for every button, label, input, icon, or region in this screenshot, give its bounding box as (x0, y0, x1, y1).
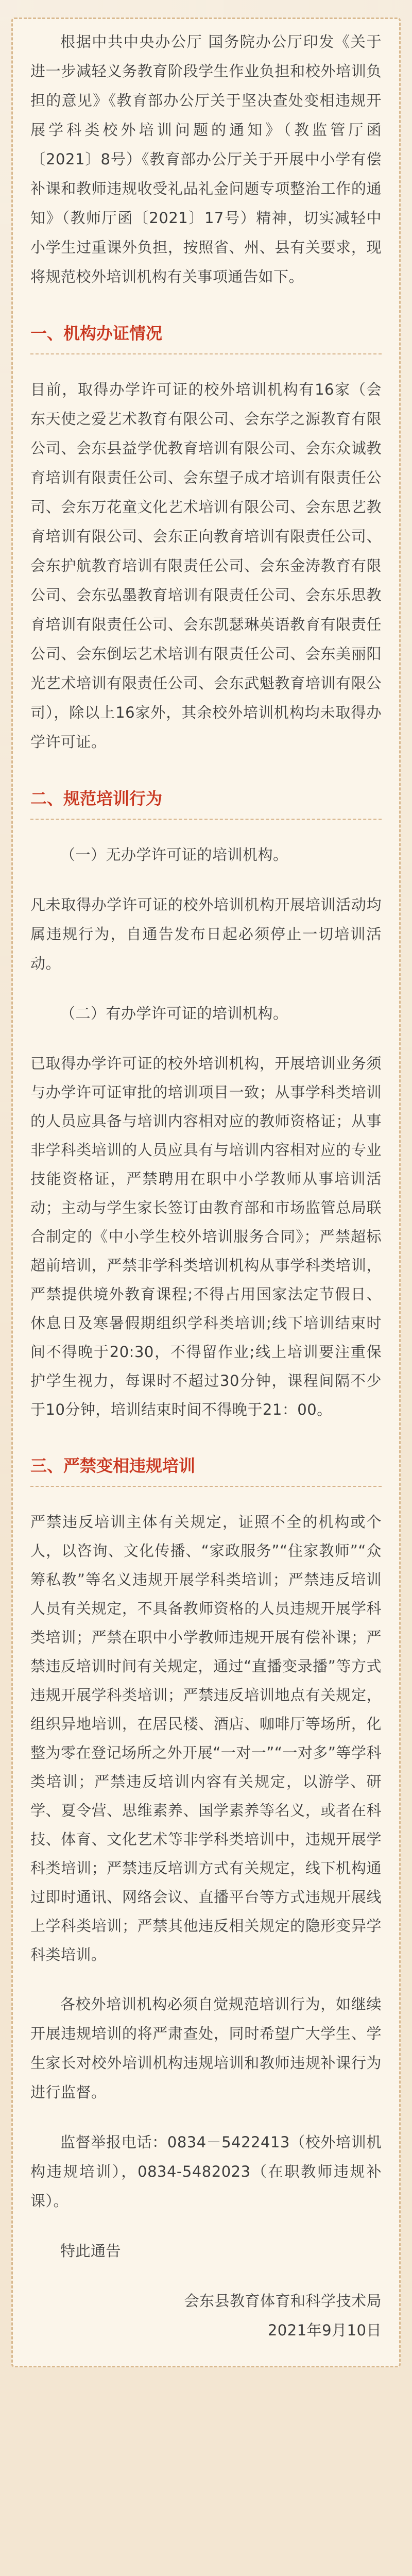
prohibit-paragraph: 严禁违反培训主体有关规定，证照不全的机构或个人，以咨询、文化传播、“家政服务”“住家教师”“众筹私教”等名义违规开展学科类培训；严禁违反培训人员有关规定，不具备教师资格的人员违规开展学科类培训；严禁在职中小学教师违规开展有偿补课；严禁违反培训时间有关规定，通过“直播变录播”等方式违规开展学科类培训；严禁违反培训地点有关规定，组织异地培训，在居民楼、酒店、咖啡厅等场所，化整为零在登记场所之外开展“一对一”“一对多”等学科类培训；严禁违反培训内容有关规定，以游学、研学、夏令营、思维素养、国学素养等名义，或者在科技、体育、文化艺术等非学科类培训中，违规开展学科类培训；严禁违反培训方式有关规定，线下机构通过即时通讯、网络会议、直播平台等方式违规开展线上学科类培训；严禁其他违反相关规定的隐形变异学科类培训。 (30, 1513, 382, 1963)
supervision-paragraph: 各校外培训机构必须自觉规范培训行为，如继续开展违规培训的将严肃查处，同时希望广大学生、学生家长对校外培训机构违规培训和教师违规补课行为进行监督。 (30, 1995, 382, 2101)
signature-date: 2021年9月10日 (267, 2321, 382, 2339)
signature-org: 会东县教育体育和科学技术局 (184, 2292, 382, 2310)
hotline-paragraph: 监督举报电话：0834－5422413（校外培训机构违规培训），0834-5482023（在职教师违规补课）。 (30, 2133, 382, 2210)
unlicensed-paragraph: 凡未取得办学许可证的校外培训机构开展培训活动均属违规行为，自通告发布日起必须停止一切培训活动。 (30, 896, 382, 972)
institutions-paragraph: 目前，取得办学许可证的校外培训机构有16家（会东天使之爱艺术教育有限公司、会东学之源教育有限公司、会东县益学优教育培训有限公司、会东众诚教育培训有限责任公司、会东望子成才培训有限责任公司、会东万花童文化艺术培训有限公司、会东思艺教育培训有限公司、会东正向教育培训有限责任公司、会东护航教育培训有限责任公司、会东金涛教育有限公司、会东弘墨教育培训有限责任公司、会东乐思教育培训有限责任公司、会东凯瑟琳英语教育有限责任公司、会东倒坛艺术培训有限责任公司、会东美丽阳光艺术培训有限责任公司、会东武魁教育培训有限公司），除以上16家外，其余校外培训机构均未取得办学许可证。 (30, 381, 382, 751)
unlicensed-subtitle: （一）无办学许可证的培训机构。 (60, 846, 288, 863)
notice-card (11, 18, 401, 2367)
section-heading-institutions: 一、机构办证情况 (30, 324, 163, 343)
licensed-subtitle: （二）有办学许可证的培训机构。 (60, 1005, 288, 1022)
section-heading-prohibit: 三、严禁变相违规培训 (30, 1456, 196, 1476)
licensed-paragraph: 已取得办学许可证的校外培训机构，开展培训业务须与办学许可证审批的培训项目一致；从事学科类培训的人员应具备与培训内容相对应的教师资格证；从事非学科类培训的人员应具有与培训内容相对应的专业技能资格证，严禁聘用在职中小学教师从事培训活动；主动与学生家长签订由教育部和市场监管总局联合制定的《中小学生校外培训服务合同》；严禁超标超前培训，严禁非学科类培训机构从事学科类培训，严禁提供境外教育课程;不得占用国家法定节假日、休息日及寒暑假期组织学科类培训;线下培训结束时间不得晚于20:30，不得留作业;线上培训要注重保护学生视力，每课时不超过30分钟，课程间隔不少于10分钟，培训结束时间不得晚于21：00。 (30, 1055, 382, 1418)
section-heading-regulate: 二、规范培训行为 (30, 789, 163, 808)
intro-paragraph: 根据中共中央办公厅 国务院办公厅印发《关于进一步减轻义务教育阶段学生作业负担和校外培训负担的意见》《教育部办公厅关于坚决查处变相违规开展学科类校外培训问题的通知》（教监管厅函〔2021〕8号）《教育部办公厅关于开展中小学有偿补课和教师违规收受礼品礼金问题专项整治工作的通知》（教师厅函〔2021〕17号）精神，切实减轻中小学生过重课外负担，按照省、州、县有关要求，现将规范校外培训机构有关事项通告如下。 (30, 33, 382, 285)
closing-text: 特此通告 (60, 2242, 122, 2260)
